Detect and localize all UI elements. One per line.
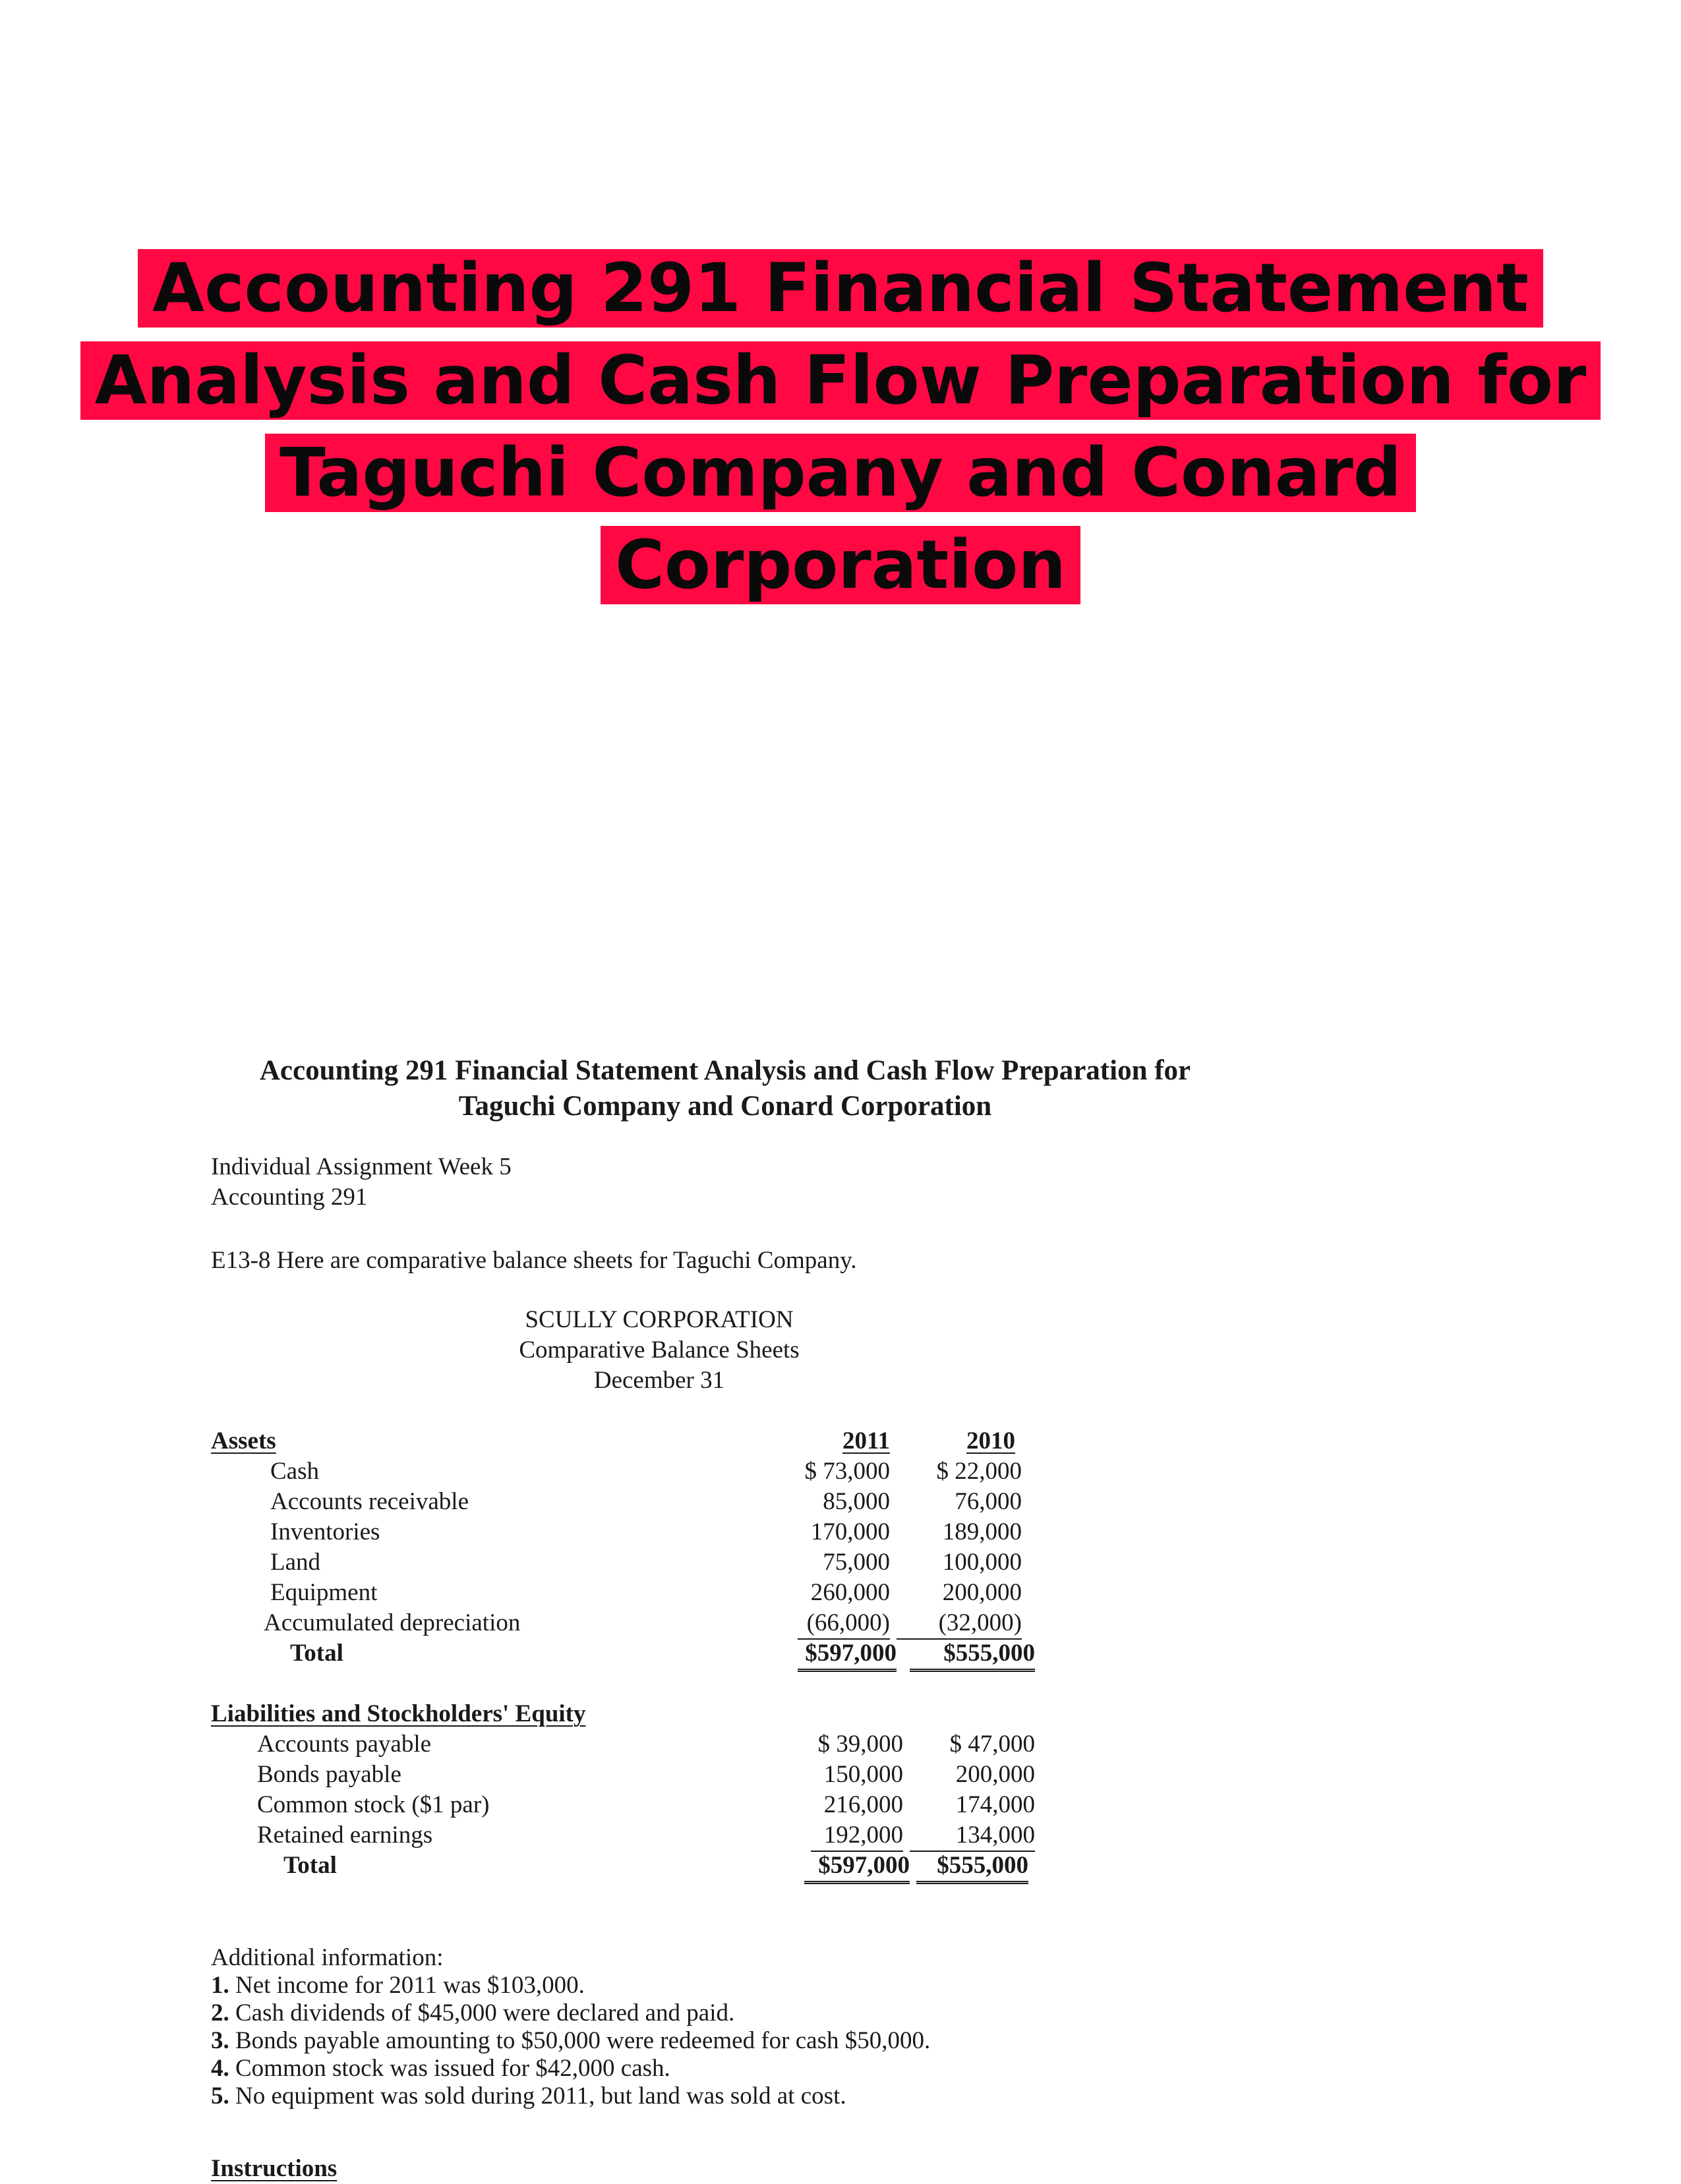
liability-value-2011: 150,000 xyxy=(823,1761,903,1788)
asset-value-2010: 76,000 xyxy=(955,1488,1022,1515)
liabilities-total-2011: $597,000 xyxy=(804,1851,910,1884)
asset-value-2011: 85,000 xyxy=(823,1488,890,1515)
asset-value-2010: 200,000 xyxy=(942,1579,1022,1606)
asset-label: Cash xyxy=(270,1458,319,1485)
additional-info-heading: Additional information: xyxy=(211,1944,444,1971)
additional-info-item: 3. Bonds payable amounting to $50,000 were redeemed for cash $50,000. xyxy=(211,2027,931,2054)
asset-label: Accounts receivable xyxy=(270,1488,469,1515)
statement-date: December 31 xyxy=(593,1367,725,1394)
asset-label: Inventories xyxy=(270,1518,380,1545)
asset-value-2011: $ 73,000 xyxy=(804,1458,890,1485)
liability-value-2010: 192,000 xyxy=(811,1820,903,1852)
liability-label: Retained earnings xyxy=(257,1822,433,1849)
asset-value-2010: 100,000 xyxy=(942,1549,1022,1576)
assets-total-label: Total xyxy=(290,1640,343,1667)
column-header-2010: 2010 xyxy=(966,1427,1015,1454)
liability-value-2010: 200,000 xyxy=(955,1761,1035,1788)
additional-info-item: 4. Common stock was issued for $42,000 cash. xyxy=(211,2055,670,2082)
asset-value-2011: (66,000) xyxy=(798,1608,890,1640)
asset-value-2011: 260,000 xyxy=(810,1579,890,1606)
liability-value-2011: $ 39,000 xyxy=(817,1731,903,1758)
banner-line-3: Taguchi Company and Conard xyxy=(0,427,1681,519)
liabilities-total-2010: $555,000 xyxy=(916,1851,1028,1884)
statement-company: SCULLY CORPORATION xyxy=(525,1306,794,1333)
assets-total-2010: $555,000 xyxy=(910,1638,1035,1672)
asset-label: Accumulated depreciation xyxy=(264,1609,521,1636)
liability-label: Bonds payable xyxy=(257,1761,401,1788)
additional-info-item: 2. Cash dividends of $45,000 were declared and paid. xyxy=(211,1999,735,2026)
asset-label: Equipment xyxy=(270,1579,378,1606)
course-label: Accounting 291 xyxy=(211,1184,368,1211)
assets-total-2011: $597,000 xyxy=(798,1638,897,1672)
additional-info-item: 5. No equipment was sold during 2011, but land was sold at cost. xyxy=(211,2083,846,2110)
additional-info-item: 1. Net income for 2011 was $103,000. xyxy=(211,1972,585,1999)
column-header-2011: 2011 xyxy=(842,1427,890,1454)
liability-value-2010: 134,000 xyxy=(910,1820,1035,1852)
exercise-intro: E13-8 Here are comparative balance sheets for Taguchi Company. xyxy=(211,1247,857,1274)
liability-value-2010: 174,000 xyxy=(955,1791,1035,1818)
assignment-label: Individual Assignment Week 5 xyxy=(211,1153,512,1180)
assets-heading: Assets xyxy=(211,1427,276,1454)
banner-line-2: Analysis and Cash Flow Preparation for xyxy=(0,335,1681,427)
banner-line-4: Corporation xyxy=(0,519,1681,612)
statement-name: Comparative Balance Sheets xyxy=(519,1336,800,1364)
asset-value-2010: 189,000 xyxy=(942,1518,1022,1545)
asset-value-2011: 170,000 xyxy=(810,1518,890,1545)
liability-value-2010: $ 47,000 xyxy=(949,1731,1035,1758)
document-title-line-1: Accounting 291 Financial Statement Analysis and Cash Flow Preparation for xyxy=(259,1055,1191,1086)
asset-value-2011: 75,000 xyxy=(823,1549,890,1576)
liability-label: Common stock ($1 par) xyxy=(257,1791,490,1818)
liabilities-total-label: Total xyxy=(283,1852,337,1879)
document-title-line-2: Taguchi Company and Conard Corporation xyxy=(458,1091,992,1122)
asset-value-2010: (32,000) xyxy=(897,1608,1022,1640)
instructions-heading: Instructions xyxy=(211,2155,338,2182)
asset-label: Land xyxy=(270,1549,321,1576)
liability-value-2011: 216,000 xyxy=(823,1791,903,1818)
liabilities-heading: Liabilities and Stockholders' Equity xyxy=(211,1700,586,1727)
banner-line-1: Accounting 291 Financial Statement xyxy=(0,243,1681,335)
liability-label: Accounts payable xyxy=(257,1731,432,1758)
asset-value-2010: $ 22,000 xyxy=(936,1458,1022,1485)
